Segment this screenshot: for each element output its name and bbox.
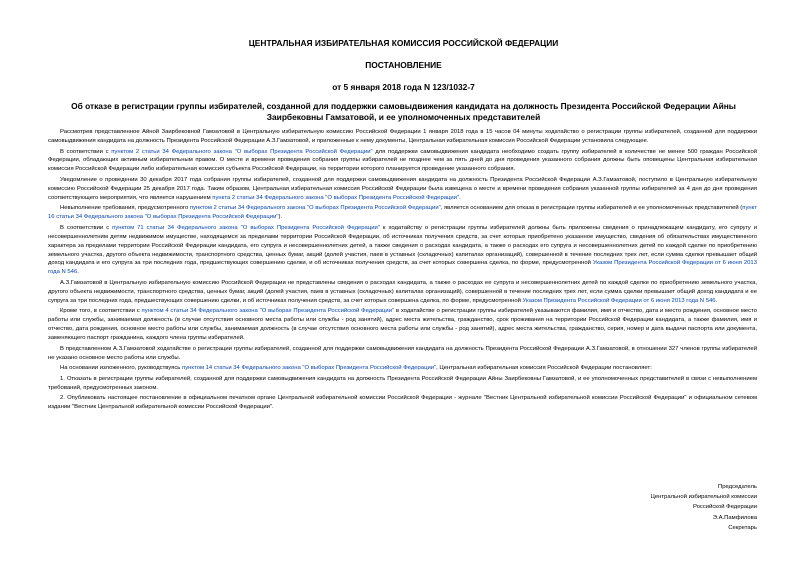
law-reference-link[interactable]: пунктом 4 статьи 34 Федерального закона "О выборах Президента Российской Федерации" [141, 308, 395, 315]
paragraph [48, 224, 757, 277]
document-body [48, 128, 757, 412]
law-reference-link[interactable]: пунктом 2 статьи 34 Федерального закона "О выборах Президента Российской Федерации" [189, 205, 441, 212]
paragraph [48, 307, 757, 343]
organization-heading: ЦЕНТРАЛЬНАЯ ИЗБИРАТЕЛЬНАЯ КОМИССИЯ РОССИЙСКОЙ ФЕДЕРАЦИИ [248, 38, 559, 48]
signature-line: Российской Федерации [692, 504, 757, 511]
paragraph: 1. Отказать в регистрации группы избирателей, созданной для поддержки самовыдвижения кандидата на должность Президента Российской Федерации Айны Заирбековны Гамзатовой, и ее уполномоченных представителей в связи с невыполнением требований, предусмотренных законом. [48, 375, 757, 391]
paragraph: 2. Опубликовать настоящее постановление в официальном печатном органе Центральной избирательной комиссии Российской Федерации - журнале "Вестник Центральной избирательной комиссии Российской Федерации" и официальном сетевом издании "Вестник Центральной избирательной комиссии Российской Федерации". [48, 395, 757, 411]
document-number: от 5 января 2018 года N 123/1032-7 [332, 82, 475, 92]
law-reference-link[interactable]: пунктом 71 статьи 34 Федерального закона "О выборах Президента Российской Федерации" [112, 224, 380, 231]
text-run: В соответствии с [60, 224, 113, 231]
text-run: В соответствии с [60, 148, 112, 155]
paragraph [48, 148, 757, 175]
text-run: Кроме того, в соответствии с [60, 308, 142, 315]
signature-line: Центральной избирательной комиссии [650, 494, 757, 501]
signature-line: Секретарь [728, 524, 757, 531]
document-type-heading: ПОСТАНОВЛЕНИЕ [365, 60, 442, 70]
law-reference-link[interactable]: пункта 2 статьи 34 Федерального закона "О выборах Президента Российской Федерации" [212, 194, 460, 201]
text-run: для поддержки самовыдвижения кандидата необходимо создать группу избирателей в количестве не менее 500 граждан Российской Федерации, обладающих активным избирательным правом. О месте и времени проведения собрания группы избирателей не позднее чем за пять дней до дня проведения указанного собрания должны быть оповещены Центральная избирательная комиссия Российской Федерации либо избирательная комиссия субъекта Российской Федерации, на территории которого планируется проведение указанного собрания. [48, 148, 758, 173]
paragraph [48, 279, 757, 306]
paragraph [48, 204, 757, 222]
law-reference-link[interactable]: пунктом 14 статьи 34 Федерального закона "О выборах Президента Российской Федерации" [182, 365, 437, 372]
signature-line: Э.А.Памфилова [712, 514, 757, 521]
decree-reference-link[interactable]: Указом Президента Российской Федерации от 6 июня 2013 года N 546 [48, 260, 757, 276]
paragraph [48, 176, 757, 203]
paragraph [48, 364, 757, 373]
document-title: Об отказе в регистрации группы избирателей, созданной для поддержки самовыдвижения кандидата на должность Президента Российской Федерации Айны Заирбековны Гамзатовой, и ее уполномоченных представителей [71, 101, 736, 122]
text-run: , является основанием для отказа в регистрации группы избирателей и ее уполномоченных представителей ( [440, 205, 743, 212]
signature-block [650, 482, 757, 533]
signature-line: Председатель [718, 484, 757, 490]
text-run: А.З.Гамзатовой в Центральную избирательную комиссию Российской Федерации не представлены сведения о расходах кандидата, а также о расходах ее супруга и несовершеннолетних детей по каждой сделке по приобретению земельного участка, другого объекта недвижимости, транспортного средства, ценных бумаг, акций (долей участия, паев в уставных (складочных) капиталах организаций), совершенной в течение последних трех лет, если сумма сделки превышает общий доход кандидата и ее супруга за три последних года, предшествующих совершению сделки, и об источниках получения средств, за счет которых совершена сделка, по форме, предусмотренной [48, 279, 757, 304]
text-run: , Центральная избирательная комиссия Российской Федерации постановляет: [436, 365, 652, 372]
text-run: Невыполнение требования, предусмотренного [60, 205, 190, 212]
text-run: ). [278, 214, 283, 221]
text-run: . [459, 194, 461, 201]
text-run: . [77, 269, 79, 276]
paragraph: Рассмотрев представленное Айной Заирбековной Гамзатовой в Центральную избирательную комиссию Российской Федерации 1 января 2018 года в 15 часов 04 минуты ходатайство о регистрации группы избирателей, созданной для поддержки самовыдвижения кандидата на должность Президента Российской Федерации А.З.Гамзатовой, и приложенные к нему документы, Центральная избирательная комиссия Российской Федерации установила следующее. [48, 129, 757, 144]
text-run: На основании изложенного, руководствуясь [60, 365, 183, 372]
text-run: Уведомление о проведении 30 декабря 2017 года собрания группы избирателей, созданной для поддержки самовыдвижения кандидата на должность Президента Российской Федерации А.З.Гамзатовой, поступило в Центральную избирательную комиссию Российской Федерации 25 декабря 2017 года. Таким образом, Центральная избирательная комиссия Российской Федерации была извещена о месте и времени проведения собрания указанной группы избирателей за 4 дня до дня проведения соответствующего мероприятия, что является нарушением [48, 176, 757, 201]
law-reference-link[interactable]: пунктом 2 статьи 34 Федерального закона "О выборах Президента Российской Федерации" [111, 148, 373, 155]
text-run: . [715, 297, 718, 304]
text-run: к ходатайству о регистрации группы избирателей должны быть приложены сведения о принадлежащем кандидату, его супругу и несовершеннолетним детям недвижимом имуществе, находящемся за пределами территории Российской Федерации, об источниках получения средств, за счет которых приобретено указанное имущество, сведения об обязательствах имущественного характера за пределами территории Российской Федерации кандидата, его супруга и несовершеннолетних детей, а также сведения о расходах кандидата, а также о расходах его супруга и несовершеннолетних детей по каждой сделке по приобретению земельного участка, другого объекта недвижимости, транспортного средства, ценных бумаг, акций (долей участия, паев в уставных (складочных) капиталах организаций), совершенной в течение последних трех лет, если сумма сделки превышает общий доход кандидата и его супруга за три последних года, предшествующих совершению сделки, и об источниках получения средств, за счет которых совершена сделка, по форме, предусмотренной [48, 224, 757, 267]
paragraph: В представленном А.З.Гамзатовой ходатайстве о регистрации группы избирателей, созданной для поддержки самовыдвижения кандидата на должность Президента Российской Федерации А.З.Гамзатовой, в отношении 327 членов группы избирателей не указано основное место работы или службы. [48, 345, 757, 361]
law-reference-link[interactable]: пункт 16 статьи 34 Федерального закона "О выборах Президента Российской Федерации" [48, 205, 758, 221]
decree-reference-link[interactable]: Указом Президента Российской Федерации от 6 июня 2013 года N 546 [522, 297, 716, 304]
text-run: в ходатайстве о регистрации группы избирателей указываются фамилия, имя и отчество, дата и место рождения, основное место работы или службы, занимаемая должность (в случае отсутствия основного места работы или службы - род занятий), адрес места жительства, гражданство, срок проживания на территории Российской Федерации кандидата, а также фамилия, имя и отчество, дата рождения, основное место работы или службы, занимаемая должность (в случае отсутствия основного места работы или службы - род занятий), адрес места жительства, гражданство, серия, номер и дата выдачи паспорта или документа, заменяющего паспорт гражданина, каждого члена группы избирателей. [48, 308, 757, 342]
